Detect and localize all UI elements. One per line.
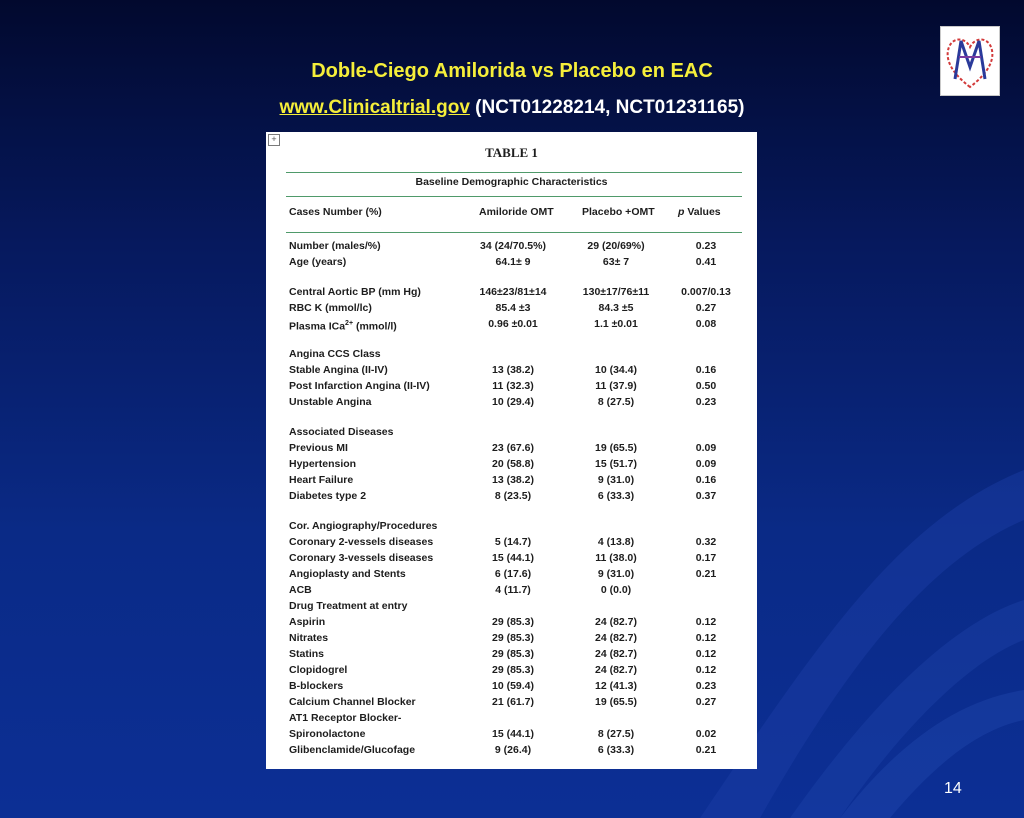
- placebo-value: 130±17/76±11: [582, 286, 650, 298]
- p-value: 0.50: [695, 380, 717, 392]
- p-value: 0.23: [695, 240, 717, 252]
- column-header-placebo: Placebo +OMT: [582, 206, 655, 218]
- placebo-value: 11 (37.9): [595, 380, 637, 392]
- row-label: Spironolactone: [289, 728, 366, 740]
- table-section-row: [266, 598, 757, 614]
- amiloride-value: 23 (67.6): [491, 442, 535, 454]
- amiloride-value: 0.96 ±0.01: [488, 318, 538, 330]
- table-row: [266, 582, 757, 598]
- amiloride-value: 20 (58.8): [491, 458, 535, 470]
- p-value: 0.16: [695, 474, 717, 486]
- row-label: Number (males/%): [289, 240, 381, 252]
- row-label: Statins: [289, 648, 325, 660]
- table-row: [266, 678, 757, 694]
- placebo-value: 0 (0.0): [600, 584, 632, 596]
- amiloride-value: 29 (85.3): [491, 664, 535, 676]
- row-label: Central Aortic BP (mm Hg): [289, 286, 421, 298]
- row-label: Coronary 2-vessels diseases: [289, 536, 434, 548]
- table-subheading: Baseline Demographic Characteristics: [415, 176, 608, 188]
- table-spacer: [266, 270, 757, 284]
- amiloride-value: 9 (26.4): [494, 744, 532, 756]
- section-label: AT1 Receptor Blocker-: [289, 712, 402, 724]
- row-label: Glibenclamide/Glucofage: [289, 744, 416, 756]
- placebo-value: 8 (27.5): [597, 728, 635, 740]
- p-value: 0.21: [695, 744, 717, 756]
- row-label: Age (years): [289, 256, 347, 268]
- placebo-value: 9 (31.0): [597, 568, 635, 580]
- table-row: [266, 440, 757, 456]
- p-value: 0.27: [695, 696, 717, 708]
- table-row: [266, 456, 757, 472]
- table-section-row: [266, 346, 757, 362]
- placebo-value: 63± 7: [602, 256, 630, 268]
- row-label: Angioplasty and Stents: [289, 568, 406, 580]
- amiloride-value: 85.4 ±3: [495, 302, 531, 314]
- p-value: 0.27: [695, 302, 717, 314]
- table-row: [266, 614, 757, 630]
- amiloride-value: 5 (14.7): [494, 536, 532, 548]
- row-label: Previous MI: [289, 442, 348, 454]
- table-row: [266, 550, 757, 566]
- p-value: 0.12: [695, 632, 717, 644]
- p-value: 0.21: [695, 568, 717, 580]
- amiloride-value: 11 (32.3): [492, 380, 534, 392]
- amiloride-value: 10 (59.4): [491, 680, 535, 692]
- slide-subtitle: [0, 97, 1024, 119]
- table-row: [266, 646, 757, 662]
- table-row: [266, 726, 757, 742]
- table-row: [266, 630, 757, 646]
- section-label: Angina CCS Class: [289, 348, 381, 360]
- row-label: Aspirin: [289, 616, 326, 628]
- trial-ids: (NCT01228214, NCT01231165): [469, 97, 745, 118]
- amiloride-value: 13 (38.2): [491, 364, 535, 376]
- row-label: Stable Angina (II-IV): [289, 364, 388, 376]
- row-label: ACB: [289, 584, 312, 596]
- p-value: 0.23: [695, 680, 717, 692]
- table-rule-subheading: [286, 196, 742, 197]
- row-label: Hypertension: [289, 458, 357, 470]
- placebo-value: 6 (33.3): [597, 744, 635, 756]
- table-heading: TABLE 1: [485, 145, 538, 160]
- table-section-row: [266, 710, 757, 726]
- amiloride-value: 15 (44.1): [491, 552, 535, 564]
- amiloride-value: 29 (85.3): [491, 632, 535, 644]
- amiloride-value: 4 (11.7): [495, 584, 531, 596]
- p-value: 0.16: [695, 364, 717, 376]
- placebo-value: 24 (82.7): [594, 632, 638, 644]
- p-value: 0.02: [695, 728, 717, 740]
- p-value: 0.23: [695, 396, 717, 408]
- row-label: Heart Failure: [289, 474, 354, 486]
- row-label: Calcium Channel Blocker: [289, 696, 416, 708]
- placebo-value: 10 (34.4): [594, 364, 638, 376]
- table-spacer: [266, 332, 757, 346]
- baseline-table-image: [266, 132, 757, 769]
- row-label: Nitrates: [289, 632, 329, 644]
- table-row: [266, 534, 757, 550]
- placebo-value: 24 (82.7): [594, 664, 638, 676]
- row-label: Coronary 3-vessels diseases: [289, 552, 434, 564]
- row-label: RBC K (mmol/lc): [289, 302, 372, 314]
- heart-logo-icon: [941, 27, 999, 95]
- table-spacer: [266, 410, 757, 424]
- p-value: 0.007/0.13: [681, 286, 731, 298]
- placebo-value: 24 (82.7): [594, 648, 638, 660]
- row-label: B-blockers: [289, 680, 344, 692]
- page-number: 14: [944, 780, 962, 797]
- row-label: Clopidogrel: [289, 664, 348, 676]
- row-label: Unstable Angina: [289, 396, 372, 408]
- clinicaltrial-link[interactable]: www.Clinicaltrial.gov: [279, 97, 470, 118]
- placebo-value: 19 (65.5): [594, 696, 638, 708]
- table-row: [266, 300, 757, 316]
- amiloride-value: 21 (61.7): [491, 696, 535, 708]
- table-row: [266, 742, 757, 758]
- table-row: [266, 284, 757, 300]
- p-value: 0.12: [695, 664, 717, 676]
- table-row: [266, 394, 757, 410]
- p-value: 0.17: [695, 552, 717, 564]
- table-row: [266, 488, 757, 504]
- table-spacer: [266, 504, 757, 518]
- amiloride-value: 10 (29.4): [491, 396, 535, 408]
- amiloride-value: 64.1± 9: [495, 256, 531, 268]
- logo-image: [940, 26, 1000, 96]
- placebo-value: 15 (51.7): [594, 458, 638, 470]
- amiloride-value: 29 (85.3): [491, 616, 535, 628]
- placebo-value: 1.1 ±0.01: [594, 318, 638, 330]
- table-row: [266, 378, 757, 394]
- placebo-value: 8 (27.5): [597, 396, 635, 408]
- table-move-handle-icon: +: [268, 134, 280, 146]
- slide-title: Doble-Ciego Amilorida vs Placebo en EAC: [311, 60, 713, 82]
- table-rule-header: [286, 232, 742, 233]
- table-row: [266, 362, 757, 378]
- section-label: Cor. Angiography/Procedures: [289, 520, 438, 532]
- table-row: [266, 316, 757, 332]
- table-section-row: [266, 424, 757, 440]
- column-header-cases: Cases Number (%): [289, 206, 382, 218]
- table-row: [266, 694, 757, 710]
- section-label: Drug Treatment at entry: [289, 600, 408, 612]
- amiloride-value: 8 (23.5): [494, 490, 532, 502]
- amiloride-value: 34 (24/70.5%): [480, 240, 546, 252]
- row-label: Diabetes type 2: [289, 490, 367, 502]
- column-header-p-values: p Values: [678, 206, 721, 218]
- p-value: 0.37: [695, 490, 717, 502]
- table-section-row: [266, 518, 757, 534]
- table-row: [266, 662, 757, 678]
- section-label: Associated Diseases: [289, 426, 394, 438]
- amiloride-value: 15 (44.1): [491, 728, 535, 740]
- placebo-value: 9 (31.0): [597, 474, 635, 486]
- placebo-value: 24 (82.7): [594, 616, 638, 628]
- p-value: 0.09: [695, 458, 717, 470]
- p-value: 0.12: [695, 648, 717, 660]
- placebo-value: 4 (13.8): [597, 536, 635, 548]
- table-row: [266, 472, 757, 488]
- amiloride-value: 146±23/81±14: [479, 286, 547, 298]
- placebo-value: 29 (20/69%): [587, 240, 645, 252]
- row-label: Plasma ICa$^{2+}$ (mmol/l): [289, 320, 397, 333]
- placebo-value: 84.3 ±5: [598, 302, 634, 314]
- amiloride-value: 29 (85.3): [491, 648, 535, 660]
- placebo-value: 19 (65.5): [594, 442, 638, 454]
- table-rule-top: [286, 172, 742, 173]
- amiloride-value: 6 (17.6): [494, 568, 532, 580]
- p-value: 0.12: [695, 616, 717, 628]
- row-label: Post Infarction Angina (II-IV): [289, 380, 430, 392]
- p-value: 0.41: [695, 256, 717, 268]
- table-row: [266, 238, 757, 254]
- placebo-value: 12 (41.3): [594, 680, 638, 692]
- placebo-value: 6 (33.3): [597, 490, 635, 502]
- placebo-value: 11 (38.0): [595, 552, 637, 564]
- p-value: 0.08: [695, 318, 717, 330]
- p-value: 0.32: [695, 536, 717, 548]
- p-value: 0.09: [695, 442, 717, 454]
- table-body: [266, 238, 757, 758]
- table-row: [266, 254, 757, 270]
- table-row: [266, 566, 757, 582]
- column-header-amiloride: Amiloride OMT: [479, 206, 554, 218]
- amiloride-value: 13 (38.2): [491, 474, 535, 486]
